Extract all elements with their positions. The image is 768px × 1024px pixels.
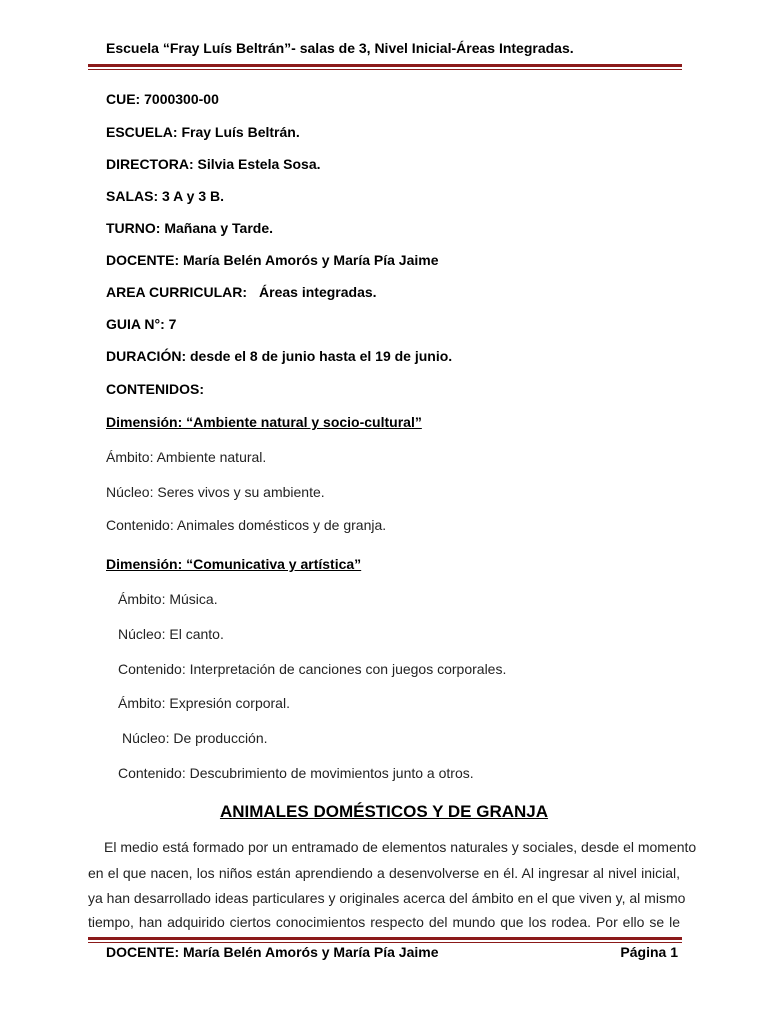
header-rule: [88, 64, 682, 67]
dimension2-ambito-expresion: Ámbito: Expresión corporal.: [118, 695, 290, 711]
footer-rule: [88, 937, 682, 940]
footer-docente: DOCENTE: María Belén Amorós y María Pía Jaime: [106, 944, 439, 960]
field-docente: DOCENTE: María Belén Amorós y María Pía Jaime: [106, 252, 439, 268]
page-header-title: Escuela “Fray Luís Beltrán”- salas de 3, Nivel Inicial-Áreas Integradas.: [106, 40, 574, 56]
paragraph-line-4: tiempo, han adquirido ciertos conocimientos respecto del mundo que los rodea. Por ello se le: [88, 914, 680, 930]
field-salas: SALAS: 3 A y 3 B.: [106, 188, 225, 204]
field-contenidos: CONTENIDOS:: [106, 381, 204, 397]
dimension2-contenido-canciones: Contenido: Interpretación de canciones con juegos corporales.: [118, 661, 507, 677]
footer-page-number: Página 1: [620, 944, 678, 960]
dimension1-ambito: Ámbito: Ambiente natural.: [106, 449, 267, 465]
dimension-heading-2: Dimensión: “Comunicativa y artística”: [106, 556, 362, 572]
paragraph-line-3: ya han desarrollado ideas particulares y originales acerca del ámbito en el que viven y, al mismo: [88, 890, 686, 906]
section-title: ANIMALES DOMÉSTICOS Y DE GRANJA: [219, 802, 549, 821]
field-escuela: ESCUELA: Fray Luís Beltrán.: [106, 124, 300, 140]
field-duracion: DURACIÓN: desde el 8 de junio hasta el 19 de junio.: [106, 348, 453, 364]
footer-rule-thin: [88, 942, 682, 943]
field-directora: DIRECTORA: Silvia Estela Sosa.: [106, 156, 321, 172]
dimension2-nucleo-canto: Núcleo: El canto.: [118, 626, 224, 642]
dimension2-nucleo-produccion: Núcleo: De producción.: [122, 730, 268, 746]
dimension1-nucleo: Núcleo: Seres vivos y su ambiente.: [106, 484, 325, 500]
dimension2-contenido-movimientos: Contenido: Descubrimiento de movimientos junto a otros.: [118, 765, 474, 781]
field-area-curricular: AREA CURRICULAR: Áreas integradas.: [106, 284, 377, 300]
field-cue: CUE: 7000300-00: [106, 91, 219, 107]
dimension2-ambito-musica: Ámbito: Música.: [118, 591, 218, 607]
field-turno: TURNO: Mañana y Tarde.: [106, 220, 273, 236]
paragraph-line-1: El medio está formado por un entramado de elementos naturales y sociales, desde el momento: [104, 839, 697, 855]
field-guia: GUIA N°: 7: [106, 316, 177, 332]
dimension1-contenido: Contenido: Animales domésticos y de granja.: [106, 517, 387, 533]
paragraph-line-2: en el que nacen, los niños están aprendiendo a desenvolverse en él. Al ingresar al nivel inicial,: [88, 865, 680, 881]
dimension-heading-1: Dimensión: “Ambiente natural y socio-cultural”: [106, 414, 422, 430]
header-rule-thin: [88, 69, 682, 70]
